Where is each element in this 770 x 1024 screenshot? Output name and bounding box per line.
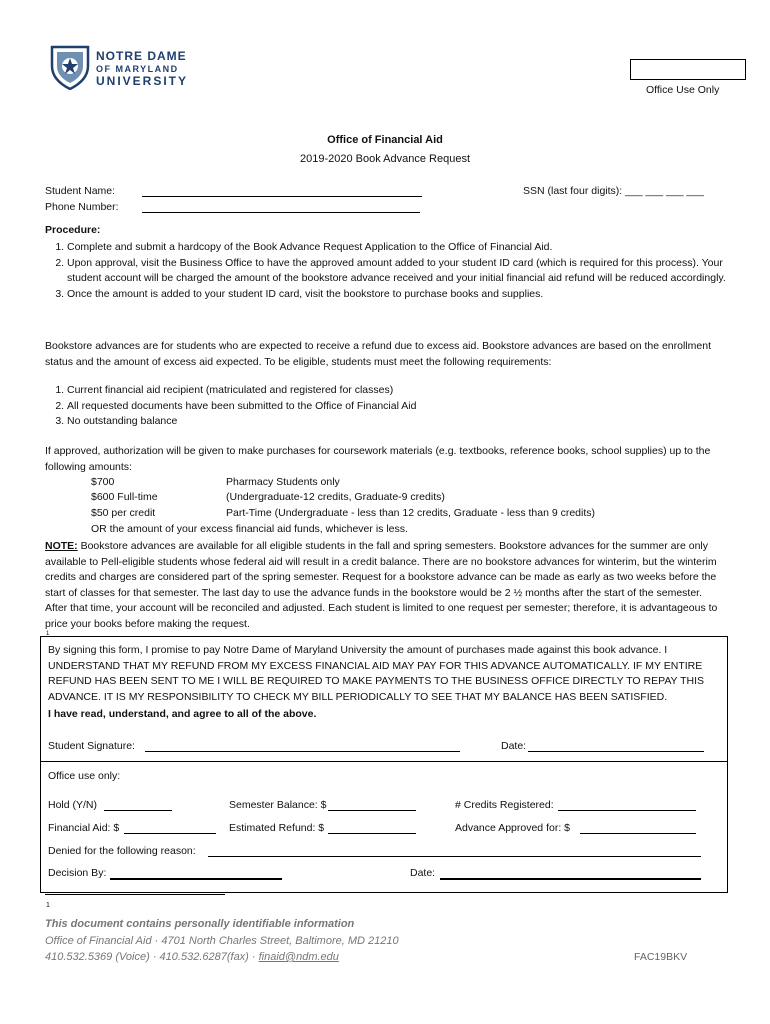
eligibility-intro: Bookstore advances are for students who are expected to receive a refund due to excess aid. Bookstore advances are based on the enrollment status and the amount of excess aid expected. To be eligible, students must meet the following requirements: <box>45 340 711 368</box>
note-paragraph <box>45 539 725 632</box>
page-subtitle: 2019-2020 Book Advance Request <box>299 153 471 165</box>
form-code: FAC19BKV <box>634 951 688 963</box>
office-address: Office of Financial Aid · 4701 North Charles Street, Baltimore, MD 21210 <box>45 935 399 947</box>
requirement-item: 1. Current financial aid recipient (matriculated and registered for classes) <box>67 383 747 399</box>
amount-desc: Part-Time (Undergraduate - less than 12 credits, Graduate - less than 9 credits) <box>226 507 596 519</box>
email-link[interactable]: finaid@ndm.edu <box>258 951 339 963</box>
financial-aid-field[interactable] <box>124 822 216 834</box>
contact-line <box>45 951 339 963</box>
footnote-number: 1 <box>46 902 50 909</box>
amount-value: $600 Full-time <box>91 491 158 503</box>
hold-field[interactable] <box>104 799 172 811</box>
footnote-marker: 1 <box>46 631 50 637</box>
requirement-item: 2. All requested documents have been submitted to the Office of Financial Aid <box>67 399 747 415</box>
amount-value: $50 per credit <box>91 507 156 519</box>
logo-line-2: OF MARYLAND <box>96 64 179 74</box>
signature-label: Student Signature: <box>48 740 135 752</box>
estimated-refund-label: Estimated Refund: $ <box>229 822 325 834</box>
estimated-refund-field[interactable] <box>328 822 416 834</box>
page-title: Office of Financial Aid <box>327 134 443 146</box>
office-use-heading: Office use only: <box>48 770 121 782</box>
requirement-item: 3. No outstanding balance <box>67 414 747 430</box>
denied-reason-label: Denied for the following reason: <box>48 845 196 857</box>
amounts-intro: If approved, authorization will be given to make purchases for coursework materials (e.g. textbooks, reference books, school supplies) up to the following amounts: <box>45 445 711 473</box>
ssn-field[interactable]: SSN (last four digits): ___ ___ ___ ___ <box>523 185 704 197</box>
phone-number-field[interactable] <box>142 201 420 213</box>
office-use-only-box[interactable] <box>630 59 746 80</box>
phone-number-label: Phone Number: <box>45 201 119 213</box>
procedure-step: 1. Complete and submit a hardcopy of the Book Advance Request Application to the Office of Financial Aid. <box>67 240 747 256</box>
decision-date-label: Date: <box>410 867 436 879</box>
decision-by-field[interactable] <box>110 867 282 880</box>
student-name-label: Student Name: <box>45 185 116 197</box>
procedure-heading: Procedure: <box>45 224 101 236</box>
procedure-step: 2. Upon approval, visit the Business Office to have the approved amount added to your student ID card (which is required for this process). Your student account will be charged the amount of the bookstore advance received and your initial financial aid refund will be reduced accordingly. <box>67 256 747 287</box>
procedure-step: 3. Once the amount is added to your student ID card, visit the bookstore to purchase books and supplies. <box>67 287 747 303</box>
shield-crest-icon <box>50 44 90 90</box>
note-label: NOTE: <box>45 540 78 552</box>
pii-notice: This document contains personally identifiable information <box>45 918 355 930</box>
semester-balance-field[interactable] <box>328 799 416 811</box>
procedure-list <box>45 240 747 302</box>
semester-balance-label: Semester Balance: $ <box>229 799 327 811</box>
signature-field[interactable] <box>145 740 460 752</box>
credits-registered-label: # Credits Registered: <box>455 799 554 811</box>
decision-by-label: Decision By: <box>48 867 107 879</box>
financial-aid-label: Financial Aid: $ <box>48 822 120 834</box>
office-use-only-label: Office Use Only <box>646 84 720 96</box>
advance-approved-label: Advance Approved for: $ <box>455 822 570 834</box>
student-name-field[interactable] <box>142 185 422 197</box>
hold-label: Hold (Y/N) <box>48 799 98 811</box>
signature-date-label: Date: <box>501 740 527 752</box>
agreement-text: By signing this form, I promise to pay Notre Dame of Maryland University the amount of purchases made against this book advance. I UNDERSTAND THAT MY REFUND FROM MY EXCESS FINANCIAL AID MAY PAY FOR THIS ADVANCE AUTOMATICALLY. IF MY ENTIRE REFUND HAS BEEN SENT TO ME I WILL BE REQUIRED TO MAKE PAYMENTS TO THE BUSINESS OFFICE DIRECTLY TO REPAY THIS ADVANCE. IT IS MY RESPONSIBILITY TO CHECK MY BILL PERIODICALLY TO SEE THAT MY BALANCE HAS BEEN SATISFIED. <box>48 644 705 703</box>
amount-desc: Pharmacy Students only <box>226 476 340 488</box>
advance-approved-field[interactable] <box>580 822 696 834</box>
logo-line-3: UNIVERSITY <box>96 74 189 88</box>
signature-date-field[interactable] <box>528 740 704 752</box>
credits-registered-field[interactable] <box>558 799 696 811</box>
university-logo <box>50 44 200 92</box>
logo-line-1: NOTRE DAME <box>96 49 187 63</box>
decision-date-field[interactable] <box>440 867 701 880</box>
agreement-confirmation: I have read, understand, and agree to all of the above. <box>48 708 317 720</box>
footnote-divider <box>45 894 225 895</box>
amounts-or: OR the amount of your excess financial aid funds, whichever is less. <box>91 523 408 535</box>
note-text: Bookstore advances are available for all eligible students in the fall and spring semesters. Bookstore advances for the summer are only available to Pell-eligible students whose federal aid will result in a credit balance. There are no bookstore advances for winterim, but the winterim credits and charges are considered part of the spring semester. Request for a bookstore advance can be made as early as two weeks before the start of classes for that semester. The last day to use the advance funds in the bookstore would be 2 ½ months after the start of the semester. After that time, your account will be reconciled and adjusted. Each student is limited to one request per semester; therefore, it is advantageous to price your books before making the request. <box>45 540 718 630</box>
phone-fax: 410.532.5369 (Voice) · 410.532.6287(fax) · <box>45 951 259 963</box>
amount-desc: (Undergraduate-12 credits, Graduate-9 credits) <box>226 491 445 503</box>
requirements-list <box>45 383 747 430</box>
denied-reason-field[interactable] <box>208 845 701 857</box>
amount-value: $700 <box>91 476 115 488</box>
